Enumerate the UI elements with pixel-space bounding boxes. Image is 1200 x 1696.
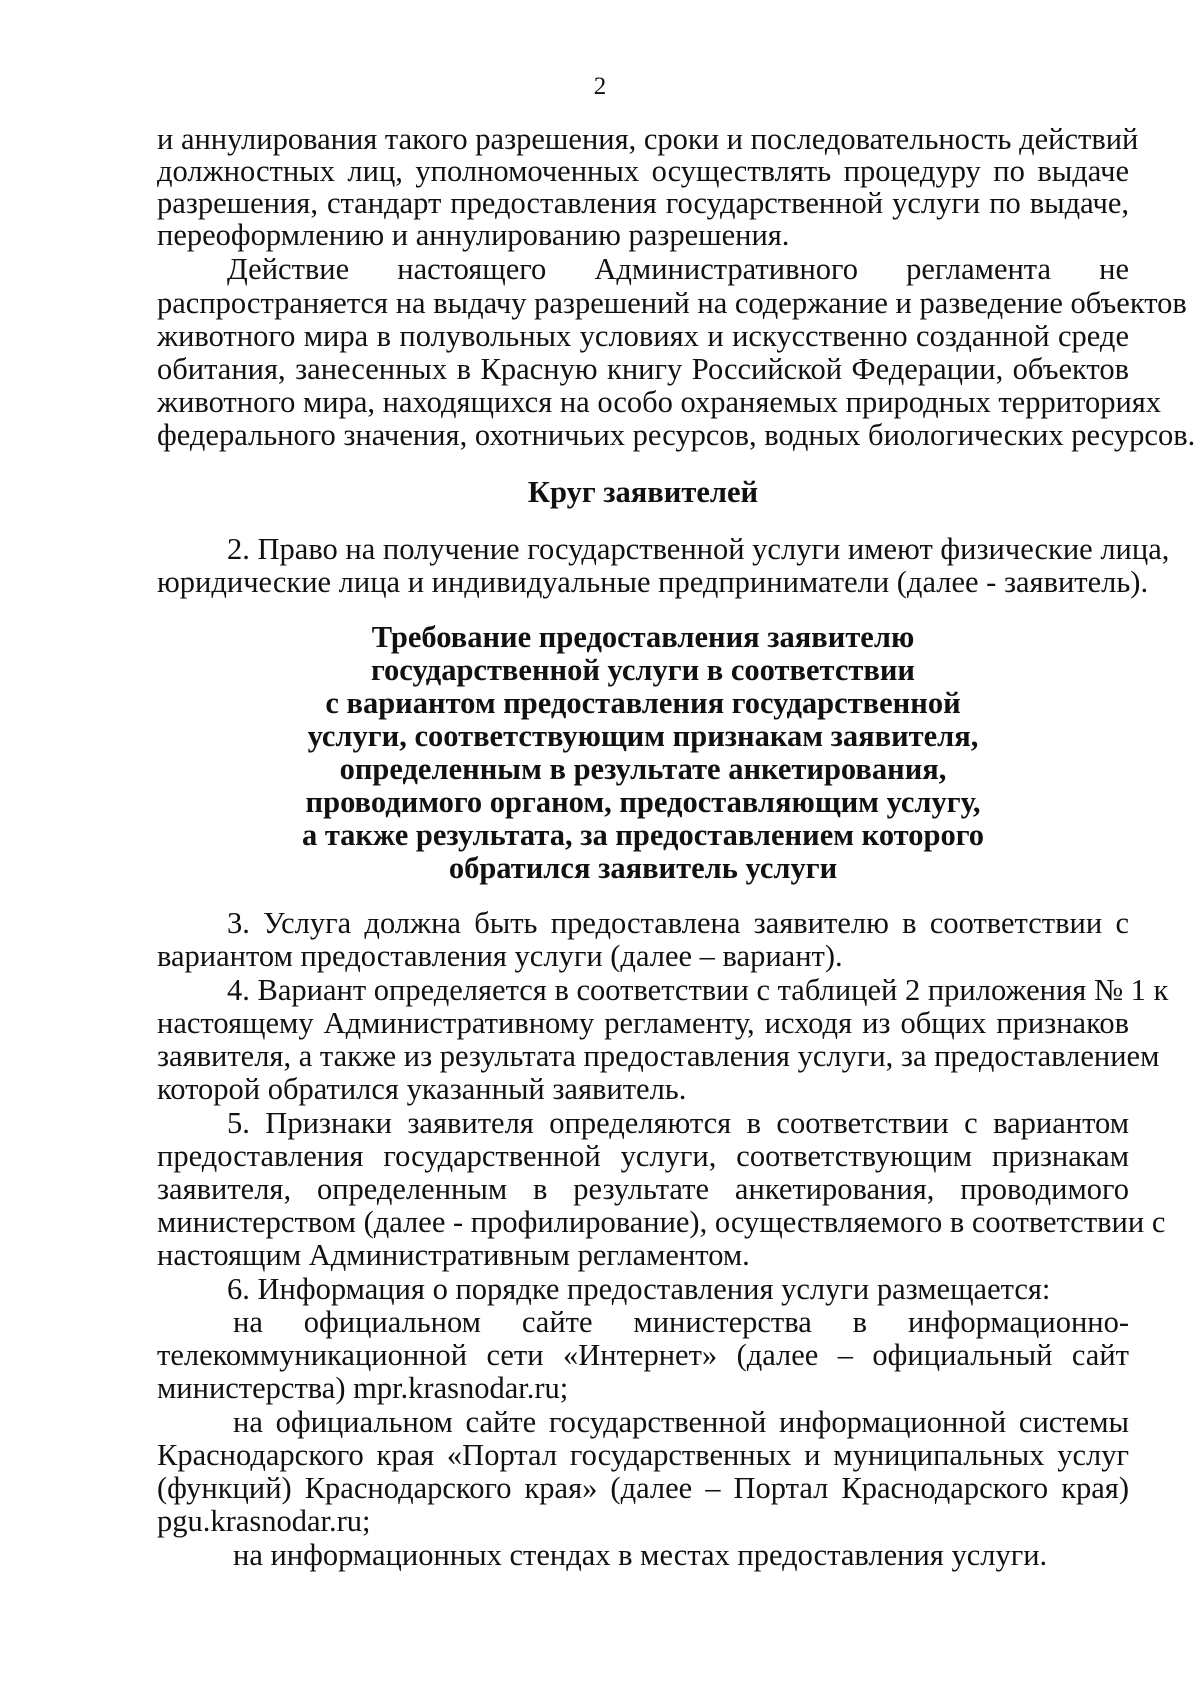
text-line: федерального значения, охотничьих ресурсов, водных биологических ресурсов.	[157, 418, 1196, 452]
section-heading-line: определенным в результате анкетирования,	[339, 752, 947, 786]
text-line: pgu.krasnodar.ru;	[157, 1504, 371, 1538]
section-heading-line: а также результата, за предоставлением которого	[301, 818, 985, 852]
text-line: Действие настоящего Административного регламента не	[227, 252, 1129, 286]
section-heading-line: Требование предоставления заявителю	[371, 620, 915, 654]
text-line: министерства) mpr.krasnodar.ru;	[157, 1371, 569, 1405]
text-line: которой обратился указанный заявитель.	[157, 1072, 687, 1106]
text-line: настоящим Административным регламентом.	[157, 1238, 750, 1272]
text-line: вариантом предоставления услуги (далее – вариант).	[157, 939, 843, 973]
text-line: 5. Признаки заявителя определяются в соответствии с вариантом	[227, 1106, 1129, 1140]
text-line: на информационных стендах в местах предоставления услуги.	[233, 1538, 1048, 1572]
text-line: телекоммуникационной сети «Интернет» (далее – официальный сайт	[157, 1338, 1129, 1372]
page-number: 2	[593, 73, 607, 100]
text-line: (функций) Краснодарского края» (далее – Портал Краснодарского края)	[157, 1471, 1129, 1505]
text-line: настоящему Административному регламенту, исходя из общих признаков	[157, 1006, 1129, 1040]
section-heading-line: проводимого органом, предоставляющим услугу,	[305, 785, 981, 819]
text-line: на официальном сайте министерства в информационно-	[233, 1305, 1129, 1339]
text-line: заявителя, определенным в результате анкетирования, проводимого	[157, 1172, 1129, 1206]
text-line: животного мира в полувольных условиях и искусственно созданной среде	[157, 319, 1129, 353]
text-line: 6. Информация о порядке предоставления услуги размещается:	[227, 1272, 1051, 1306]
section-heading-line: Круг заявителей	[527, 475, 759, 509]
text-line: 3. Услуга должна быть предоставлена заявителю в соответствии с	[227, 906, 1129, 940]
section-heading-line: обратился заявитель услуги	[448, 851, 838, 885]
text-line: должностных лиц, уполномоченных осуществлять процедуру по выдаче	[157, 154, 1129, 188]
text-line: переоформлению и аннулированию разрешения.	[157, 218, 790, 252]
text-line: Краснодарского края «Портал государственных и муниципальных услуг	[157, 1438, 1129, 1472]
text-line: на официальном сайте государственной информационной системы	[233, 1405, 1129, 1439]
text-line: распространяется на выдачу разрешений на содержание и разведение объектов	[157, 286, 1187, 320]
text-line: 2. Право на получение государственной услуги имеют физические лица,	[227, 532, 1170, 566]
section-heading-line: услуги, соответствующим признакам заявителя,	[307, 719, 979, 753]
text-line: обитания, занесенных в Красную книгу Российской Федерации, объектов	[157, 352, 1129, 386]
text-line: разрешения, стандарт предоставления государственной услуги по выдаче,	[157, 186, 1129, 220]
section-heading-line: с вариантом предоставления государственной	[325, 686, 961, 720]
text-line: юридические лица и индивидуальные предприниматели (далее - заявитель).	[157, 565, 1149, 599]
section-heading-line: государственной услуги в соответствии	[370, 653, 916, 687]
text-line: и аннулирования такого разрешения, сроки и последовательность действий	[157, 122, 1139, 156]
text-line: министерством (далее - профилирование), осуществляемого в соответствии с	[157, 1205, 1166, 1239]
text-line: предоставления государственной услуги, соответствующим признакам	[157, 1139, 1129, 1173]
text-line: животного мира, находящихся на особо охраняемых природных территориях	[157, 385, 1162, 419]
text-line: заявителя, а также из результата предоставления услуги, за предоставлением	[157, 1039, 1160, 1073]
text-line: 4. Вариант определяется в соответствии с таблицей 2 приложения № 1 к	[227, 973, 1169, 1007]
